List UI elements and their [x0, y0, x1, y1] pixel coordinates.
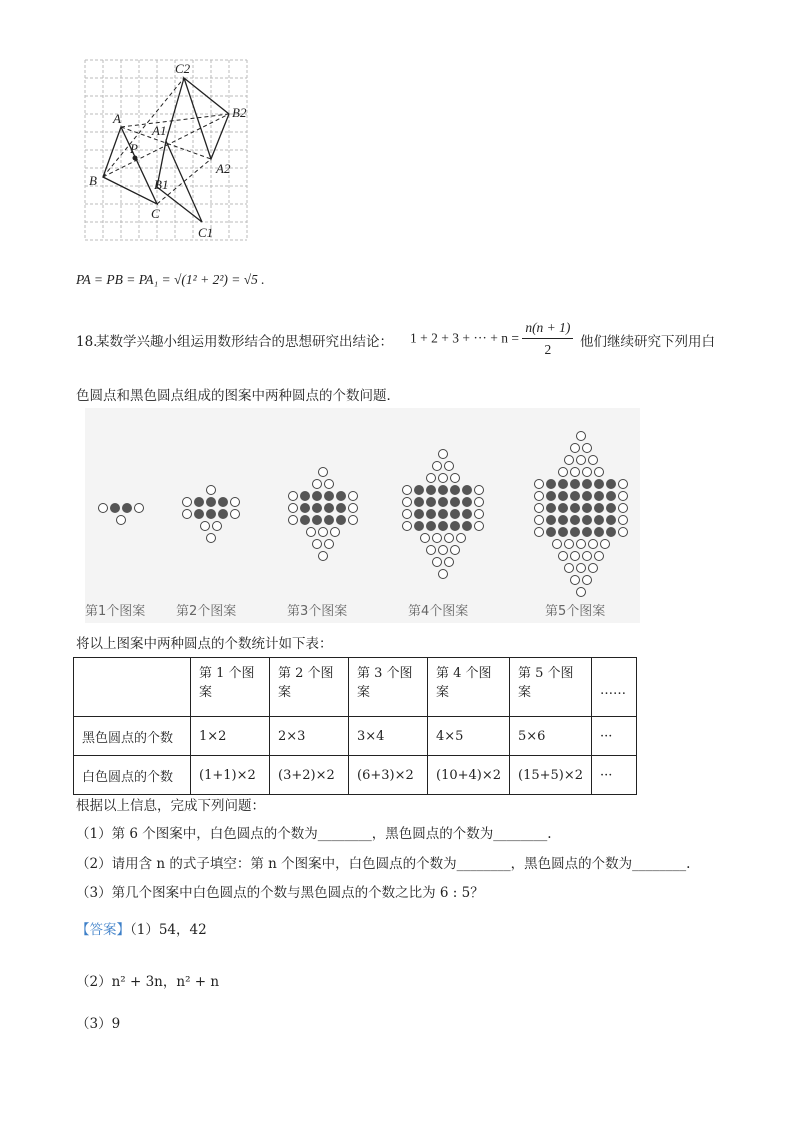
white-dot-pattern-3: [319, 468, 328, 477]
black-dot-pattern-3: [301, 516, 310, 525]
white-dot-pattern-4: [439, 450, 448, 459]
table-cell: (15+5)×2: [510, 756, 592, 795]
answer-1-line: [76, 920, 207, 940]
white-dot-pattern-5: [577, 588, 586, 597]
black-dot-pattern-4: [463, 486, 472, 495]
black-dot-pattern-3: [325, 492, 334, 501]
black-dot-pattern-3: [301, 492, 310, 501]
white-dot-pattern-4: [457, 534, 466, 543]
white-dot-pattern-4: [433, 558, 442, 567]
white-dot-pattern-5: [565, 564, 574, 573]
black-dot-pattern-4: [451, 498, 460, 507]
white-dot-pattern-5: [571, 552, 580, 561]
black-dot-pattern-5: [559, 480, 568, 489]
triangle-abc: [103, 127, 157, 204]
white-dot-pattern-5: [535, 504, 544, 513]
table-cell: 1×2: [191, 717, 270, 756]
table-header-cell: ……: [592, 658, 637, 717]
row-label: 白色圆点的个数: [74, 756, 191, 795]
black-dot-pattern-1: [111, 504, 120, 513]
table-row: [74, 717, 637, 756]
white-dot-pattern-5: [619, 528, 628, 537]
white-dot-pattern-5: [565, 456, 574, 465]
black-dot-pattern-5: [583, 492, 592, 501]
black-dot-pattern-4: [463, 510, 472, 519]
label-a: A: [113, 111, 121, 126]
white-dot-pattern-5: [577, 564, 586, 573]
white-dot-pattern-3: [325, 480, 334, 489]
white-dot-pattern-3: [289, 492, 298, 501]
white-dot-pattern-5: [559, 552, 568, 561]
black-dot-pattern-5: [583, 480, 592, 489]
white-dot-pattern-3: [349, 492, 358, 501]
white-dot-pattern-4: [433, 534, 442, 543]
white-dot-pattern-5: [601, 540, 610, 549]
label-b2: B2: [232, 105, 247, 120]
black-dot-pattern-5: [559, 504, 568, 513]
black-dot-pattern-4: [439, 510, 448, 519]
answer-2: （2）n² + 3n，n² + n: [76, 974, 220, 990]
label-a1: A1: [152, 123, 167, 138]
black-dot-pattern-5: [607, 492, 616, 501]
black-dot-pattern-5: [571, 528, 580, 537]
black-dot-pattern-5: [595, 504, 604, 513]
formula-numerator: n(n + 1): [522, 318, 573, 339]
subquestion-3: （3）第几个图案中白色圆点的个数与黑色圆点的个数之比为 6 : 5？: [76, 885, 484, 901]
caption-1: 第1个图案: [85, 604, 146, 619]
black-dot-pattern-3: [337, 492, 346, 501]
black-dot-pattern-5: [547, 492, 556, 501]
black-dot-pattern-4: [451, 522, 460, 531]
white-dot-pattern-5: [619, 480, 628, 489]
black-dot-pattern-5: [559, 516, 568, 525]
table-cell: 5×6: [510, 717, 592, 756]
q18-intro: 某数学兴趣小组运用数形结合的思想研究出结论：: [96, 334, 393, 350]
table-header-cell: 第 4 个图案: [428, 658, 510, 717]
black-dot-pattern-5: [607, 528, 616, 537]
black-dot-pattern-5: [559, 528, 568, 537]
black-dot-pattern-5: [547, 528, 556, 537]
black-dot-pattern-5: [547, 516, 556, 525]
subquestion-1: （1）第 6 个图案中，白色圆点的个数为________，黑色圆点的个数为________.: [76, 826, 552, 842]
black-dot-pattern-5: [571, 492, 580, 501]
black-dot-pattern-3: [337, 516, 346, 525]
q18-number: 18.: [76, 334, 98, 350]
caption-2: 第2个图案: [176, 604, 237, 619]
white-dot-pattern-4: [403, 522, 412, 531]
white-dot-pattern-2: [201, 522, 210, 531]
white-dot-pattern-2: [207, 534, 216, 543]
black-dot-pattern-3: [313, 492, 322, 501]
formula-left: 1 + 2 + 3 + ··· + n =: [410, 330, 519, 346]
geometry-formula: PA = PB = PA₁ = √(1² + 2²) = √5 .: [76, 272, 265, 287]
table-header-row: [74, 658, 637, 717]
statistics-table: [73, 657, 637, 795]
table-cell: 2×3: [270, 717, 349, 756]
label-c: C: [151, 206, 160, 221]
black-dot-pattern-5: [595, 528, 604, 537]
white-dot-pattern-3: [331, 528, 340, 537]
point-p: [133, 156, 138, 161]
white-dot-pattern-2: [213, 522, 222, 531]
black-dot-pattern-4: [415, 510, 424, 519]
black-dot-pattern-5: [595, 480, 604, 489]
white-dot-pattern-5: [583, 444, 592, 453]
black-dot-pattern-4: [439, 498, 448, 507]
geometry-figure: [80, 55, 255, 245]
table-cell: (6+3)×2: [349, 756, 428, 795]
white-dot-pattern-3: [307, 528, 316, 537]
white-dot-pattern-4: [445, 558, 454, 567]
black-dot-pattern-4: [427, 522, 436, 531]
white-dot-pattern-4: [403, 486, 412, 495]
white-dot-pattern-5: [535, 516, 544, 525]
white-dot-pattern-5: [571, 444, 580, 453]
answer-1: （1）54，42: [130, 922, 207, 938]
white-dot-pattern-4: [451, 474, 460, 483]
black-dot-pattern-5: [571, 516, 580, 525]
white-dot-pattern-5: [565, 540, 574, 549]
caption-3: 第3个图案: [287, 604, 348, 619]
q18-intro-line2: 色圆点和黑色圆点组成的图案中两种圆点的个数问题．: [76, 388, 400, 404]
white-dot-pattern-5: [559, 468, 568, 477]
label-a2: A2: [216, 161, 231, 176]
table-cell: 3×4: [349, 717, 428, 756]
white-dot-pattern-5: [577, 456, 586, 465]
black-dot-pattern-3: [313, 516, 322, 525]
table-header-cell: 第 3 个图案: [349, 658, 428, 717]
formula-denominator: 2: [544, 342, 552, 357]
table-header-cell: 第 1 个图案: [191, 658, 270, 717]
table-cell: ···: [592, 756, 637, 795]
label-b1: B1: [154, 177, 169, 192]
black-dot-pattern-5: [547, 504, 556, 513]
white-dot-pattern-5: [595, 468, 604, 477]
white-dot-pattern-5: [535, 480, 544, 489]
black-dot-pattern-2: [219, 498, 228, 507]
white-dot-pattern-4: [475, 498, 484, 507]
white-dot-pattern-3: [349, 504, 358, 513]
black-dot-pattern-3: [301, 504, 310, 513]
white-dot-pattern-4: [439, 570, 448, 579]
black-dot-pattern-3: [325, 516, 334, 525]
label-p: P: [130, 141, 138, 156]
white-dot-pattern-5: [589, 456, 598, 465]
black-dot-pattern-2: [219, 510, 228, 519]
table-cell: 4×5: [428, 717, 510, 756]
black-dot-pattern-4: [463, 522, 472, 531]
white-dot-pattern-3: [313, 480, 322, 489]
white-dot-pattern-4: [475, 522, 484, 531]
white-dot-pattern-3: [289, 504, 298, 513]
white-dot-pattern-4: [475, 510, 484, 519]
black-dot-pattern-4: [439, 522, 448, 531]
white-dot-pattern-4: [433, 462, 442, 471]
row-label: 黑色圆点的个数: [74, 717, 191, 756]
black-dot-pattern-2: [207, 510, 216, 519]
white-dot-pattern-5: [595, 552, 604, 561]
black-dot-pattern-5: [571, 480, 580, 489]
white-dot-pattern-5: [571, 468, 580, 477]
black-dot-pattern-2: [207, 498, 216, 507]
black-dot-pattern-5: [547, 480, 556, 489]
black-dot-pattern-5: [595, 516, 604, 525]
black-dot-pattern-5: [595, 492, 604, 501]
white-dot-pattern-5: [583, 576, 592, 585]
table-row: [74, 756, 637, 795]
white-dot-pattern-3: [289, 516, 298, 525]
white-dot-pattern-5: [619, 492, 628, 501]
black-dot-pattern-4: [415, 498, 424, 507]
black-dot-pattern-5: [583, 528, 592, 537]
white-dot-pattern-4: [439, 474, 448, 483]
white-dot-pattern-3: [325, 540, 334, 549]
black-dot-pattern-5: [607, 480, 616, 489]
white-dot-pattern-5: [577, 432, 586, 441]
subquestion-2: （2）请用含 n 的式子填空：第 n 个图案中，白色圆点的个数为________，黑色圆点的个数为________.: [76, 856, 691, 872]
q18-formula: [410, 318, 573, 361]
black-dot-pattern-4: [427, 486, 436, 495]
after-table-text: 根据以上信息，完成下列问题：: [76, 798, 265, 814]
white-dot-pattern-5: [577, 540, 586, 549]
black-dot-pattern-4: [451, 486, 460, 495]
white-dot-pattern-5: [535, 492, 544, 501]
table-header-cell: 第 2 个图案: [270, 658, 349, 717]
black-dot-pattern-4: [427, 510, 436, 519]
black-dot-pattern-4: [439, 486, 448, 495]
black-dot-pattern-5: [607, 504, 616, 513]
white-dot-pattern-3: [313, 540, 322, 549]
white-dot-pattern-4: [403, 510, 412, 519]
white-dot-pattern-4: [445, 462, 454, 471]
label-c1: C1: [198, 225, 214, 240]
pattern-background: [85, 408, 640, 623]
caption-5: 第5个图案: [545, 604, 606, 619]
dot-patterns: [85, 408, 640, 623]
white-dot-pattern-1: [99, 504, 108, 513]
table-intro: 将以上图案中两种圆点的个数统计如下表：: [76, 636, 333, 652]
black-dot-pattern-4: [427, 498, 436, 507]
caption-4: 第4个图案: [408, 604, 469, 619]
white-dot-pattern-2: [183, 510, 192, 519]
black-dot-pattern-3: [325, 504, 334, 513]
label-b: B: [89, 173, 97, 188]
answer-tag: 【答案】: [76, 922, 130, 938]
white-dot-pattern-4: [451, 546, 460, 555]
white-dot-pattern-2: [207, 486, 216, 495]
white-dot-pattern-2: [231, 498, 240, 507]
black-dot-pattern-3: [337, 504, 346, 513]
white-dot-pattern-4: [475, 486, 484, 495]
black-dot-pattern-4: [415, 486, 424, 495]
white-dot-pattern-3: [349, 516, 358, 525]
black-dot-pattern-5: [583, 516, 592, 525]
white-dot-pattern-5: [589, 540, 598, 549]
white-dot-pattern-5: [583, 468, 592, 477]
white-dot-pattern-5: [583, 552, 592, 561]
black-dot-pattern-2: [195, 498, 204, 507]
white-dot-pattern-4: [421, 534, 430, 543]
black-dot-pattern-3: [313, 504, 322, 513]
white-dot-pattern-4: [427, 546, 436, 555]
table-header-cell: [74, 658, 191, 717]
black-dot-pattern-4: [415, 522, 424, 531]
white-dot-pattern-5: [535, 528, 544, 537]
white-dot-pattern-4: [439, 546, 448, 555]
white-dot-pattern-5: [571, 576, 580, 585]
black-dot-pattern-5: [571, 504, 580, 513]
black-dot-pattern-5: [559, 492, 568, 501]
black-dot-pattern-1: [123, 504, 132, 513]
white-dot-pattern-4: [445, 534, 454, 543]
black-dot-pattern-5: [583, 504, 592, 513]
white-dot-pattern-5: [619, 504, 628, 513]
table-cell: (10+4)×2: [428, 756, 510, 795]
answer-3: （3）9: [76, 1016, 121, 1032]
white-dot-pattern-2: [183, 498, 192, 507]
white-dot-pattern-2: [231, 510, 240, 519]
white-dot-pattern-4: [403, 498, 412, 507]
q18-intro-after: 他们继续研究下列用白: [580, 334, 715, 350]
white-dot-pattern-5: [589, 564, 598, 573]
white-dot-pattern-3: [319, 552, 328, 561]
table-cell: ···: [592, 717, 637, 756]
white-dot-pattern-5: [619, 516, 628, 525]
table-cell: (3+2)×2: [270, 756, 349, 795]
black-dot-pattern-4: [451, 510, 460, 519]
white-dot-pattern-4: [427, 474, 436, 483]
black-dot-pattern-5: [607, 516, 616, 525]
table-header-cell: 第 5 个图案: [510, 658, 592, 717]
black-dot-pattern-2: [195, 510, 204, 519]
grid-lines: [85, 60, 247, 240]
label-c2: C2: [175, 61, 191, 76]
white-dot-pattern-1: [135, 504, 144, 513]
black-dot-pattern-4: [463, 498, 472, 507]
white-dot-pattern-1: [117, 516, 126, 525]
white-dot-pattern-3: [319, 528, 328, 537]
white-dot-pattern-5: [553, 540, 562, 549]
table-cell: (1+1)×2: [191, 756, 270, 795]
